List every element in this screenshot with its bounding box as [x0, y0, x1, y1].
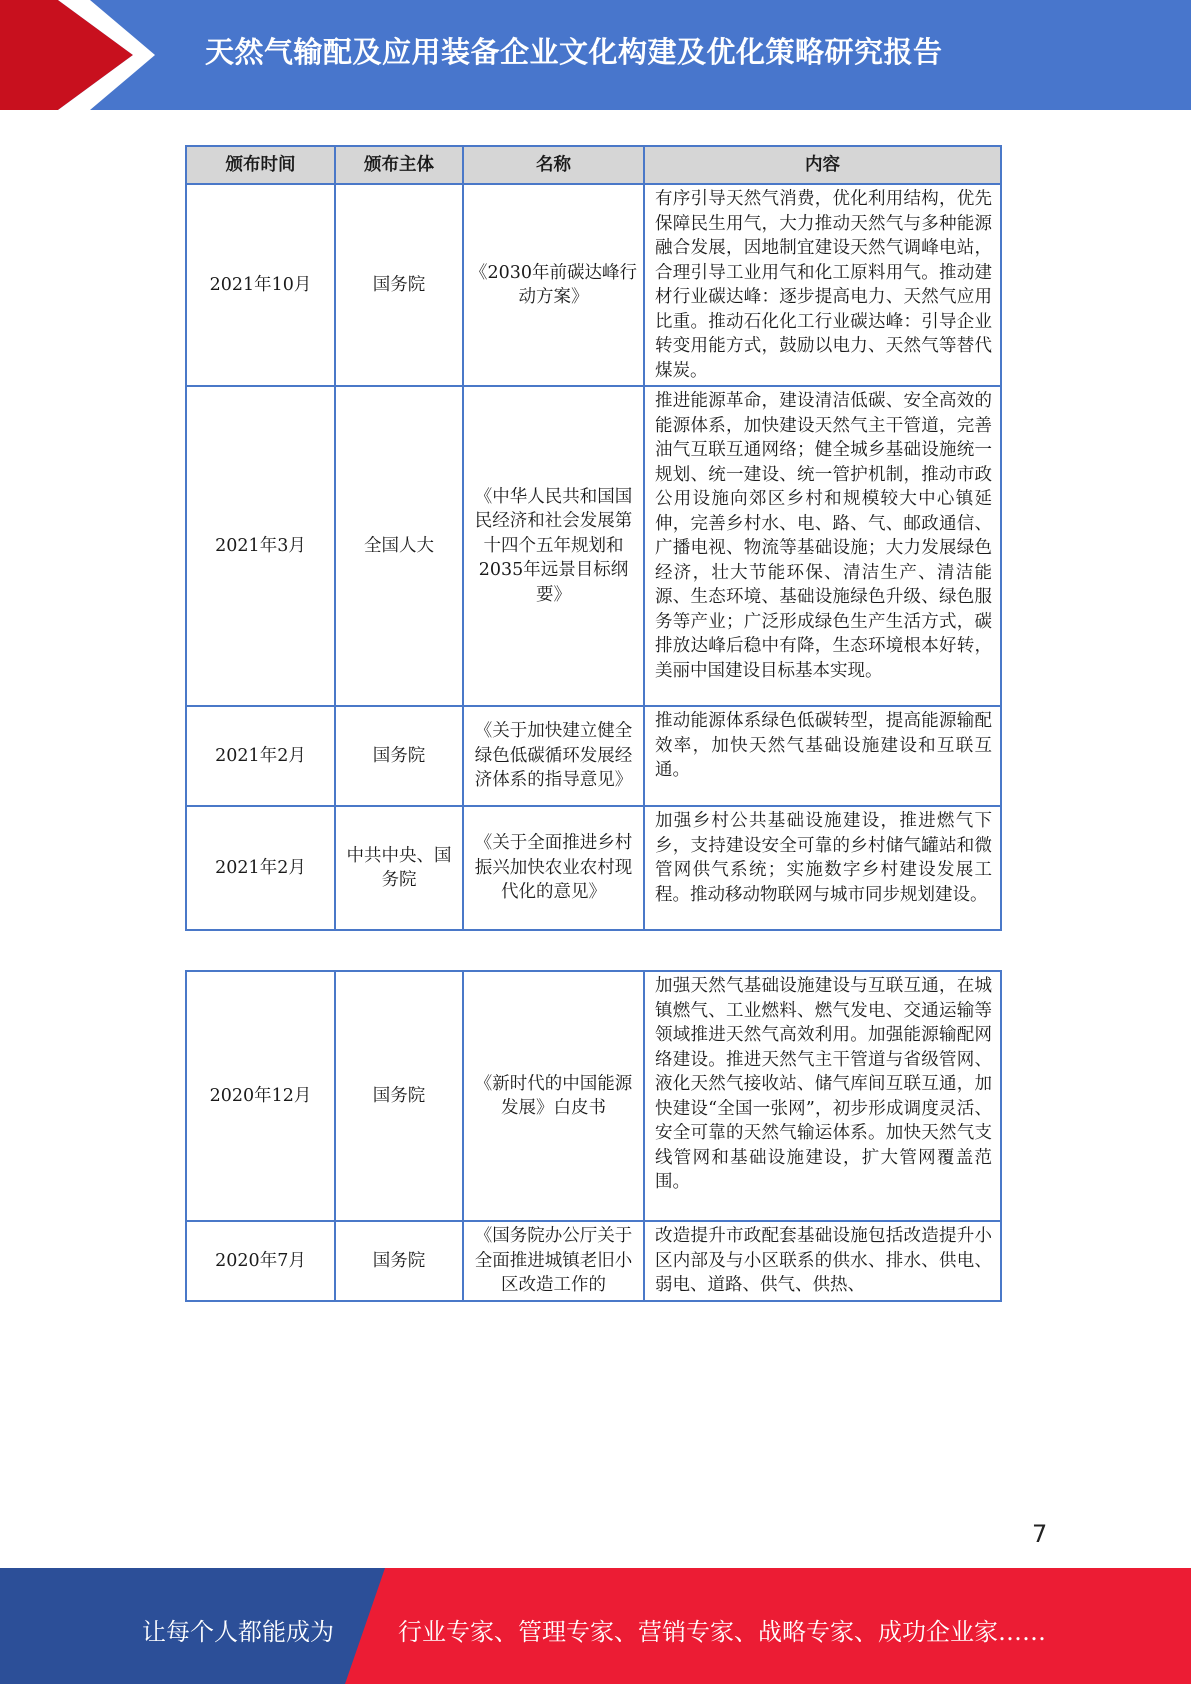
- page-footer: [0, 1568, 1191, 1684]
- cell-issuer: 国务院: [335, 706, 463, 806]
- cell-date: 2020年12月: [186, 971, 335, 1221]
- cell-content: 有序引导天然气消费，优化利用结构，优先保障民生用气，大力推动天然气与多种能源融合发展，因地制宜建设天然气调峰电站，合理引导工业用气和化工原料用气。推动建材行业碳达峰：逐步提高电力、天然气应用比重。推动石化化工行业碳达峰：引导企业转变用能方式，鼓励以电力、天然气等替代煤炭。: [644, 184, 1001, 386]
- cell-date: 2021年2月: [186, 806, 335, 930]
- cell-name: 《关于加快建立健全绿色低碳循环发展经济体系的指导意见》: [463, 706, 644, 806]
- table-row: [186, 1221, 1001, 1301]
- cell-date: 2021年3月: [186, 386, 335, 706]
- policy-table-continued: [185, 970, 1002, 1302]
- cell-name: 《中华人民共和国国民经济和社会发展第十四个五年规划和2035年远景目标纲要》: [463, 386, 644, 706]
- header-red-chevron: [0, 0, 133, 110]
- column-header-content: 内容: [644, 146, 1001, 184]
- cell-issuer: 中共中央、国务院: [335, 806, 463, 930]
- cell-content: 推动能源体系绿色低碳转型，提高能源输配效率，加快天然气基础设施建设和互联互通。: [644, 706, 1001, 806]
- header-title: 天然气输配及应用装备企业文化构建及优化策略研究报告: [205, 35, 943, 69]
- table-row: [186, 386, 1001, 706]
- column-header-name: 名称: [463, 146, 644, 184]
- table-row: [186, 706, 1001, 806]
- cell-name: 《新时代的中国能源发展》白皮书: [463, 971, 644, 1221]
- table-row: [186, 806, 1001, 930]
- table-row: [186, 184, 1001, 386]
- cell-name: 《关于全面推进乡村振兴加快农业农村现代化的意见》: [463, 806, 644, 930]
- footer-slogan-left: 让每个人都能成为: [142, 1618, 334, 1646]
- cell-date: 2020年7月: [186, 1221, 335, 1301]
- cell-content: 推进能源革命，建设清洁低碳、安全高效的能源体系，加快建设天然气主干管道，完善油气互联互通网络；健全城乡基础设施统一规划、统一建设、统一管护机制，推动市政公用设施向郊区乡村和规模较大中心镇延伸，完善乡村水、电、路、气、邮政通信、广播电视、物流等基础设施；大力发展绿色经济，壮大节能环保、清洁生产、清洁能源、生态环境、基础设施绿色升级、绿色服务等产业；广泛形成绿色生产生活方式，碳排放达峰后稳中有降，生态环境根本好转，美丽中国建设目标基本实现。: [644, 386, 1001, 706]
- cell-date: 2021年2月: [186, 706, 335, 806]
- column-header-date: 颁布时间: [186, 146, 335, 184]
- policy-table: [185, 145, 1002, 931]
- cell-issuer: 全国人大: [335, 386, 463, 706]
- table-row: [186, 971, 1001, 1221]
- cell-content: 改造提升市政配套基础设施包括改造提升小区内部及与小区联系的供水、排水、供电、弱电、道路、供气、供热、: [644, 1221, 1001, 1301]
- footer-slogan-right: 行业专家、管理专家、营销专家、战略专家、成功企业家……: [398, 1618, 1046, 1646]
- cell-issuer: 国务院: [335, 971, 463, 1221]
- cell-date: 2021年10月: [186, 184, 335, 386]
- cell-name: 《国务院办公厅关于全面推进城镇老旧小区改造工作的: [463, 1221, 644, 1301]
- cell-name: 《2030年前碳达峰行动方案》: [463, 184, 644, 386]
- cell-content: 加强乡村公共基础设施建设，推进燃气下乡，支持建设安全可靠的乡村储气罐站和微管网供气系统；实施数字乡村建设发展工程。推动移动物联网与城市同步规划建设。: [644, 806, 1001, 930]
- column-header-issuer: 颁布主体: [335, 146, 463, 184]
- page-header: [0, 0, 1191, 110]
- table-header-row: [186, 146, 1001, 184]
- page-number: 7: [1032, 1520, 1048, 1548]
- cell-issuer: 国务院: [335, 184, 463, 386]
- cell-issuer: 国务院: [335, 1221, 463, 1301]
- cell-content: 加强天然气基础设施建设与互联互通，在城镇燃气、工业燃料、燃气发电、交通运输等领域推进天然气高效利用。加强能源输配网络建设。推进天然气主干管道与省级管网、液化天然气接收站、储气库间互联互通，加快建设“全国一张网”，初步形成调度灵活、安全可靠的天然气输运体系。加快天然气支线管网和基础设施建设，扩大管网覆盖范围。: [644, 971, 1001, 1221]
